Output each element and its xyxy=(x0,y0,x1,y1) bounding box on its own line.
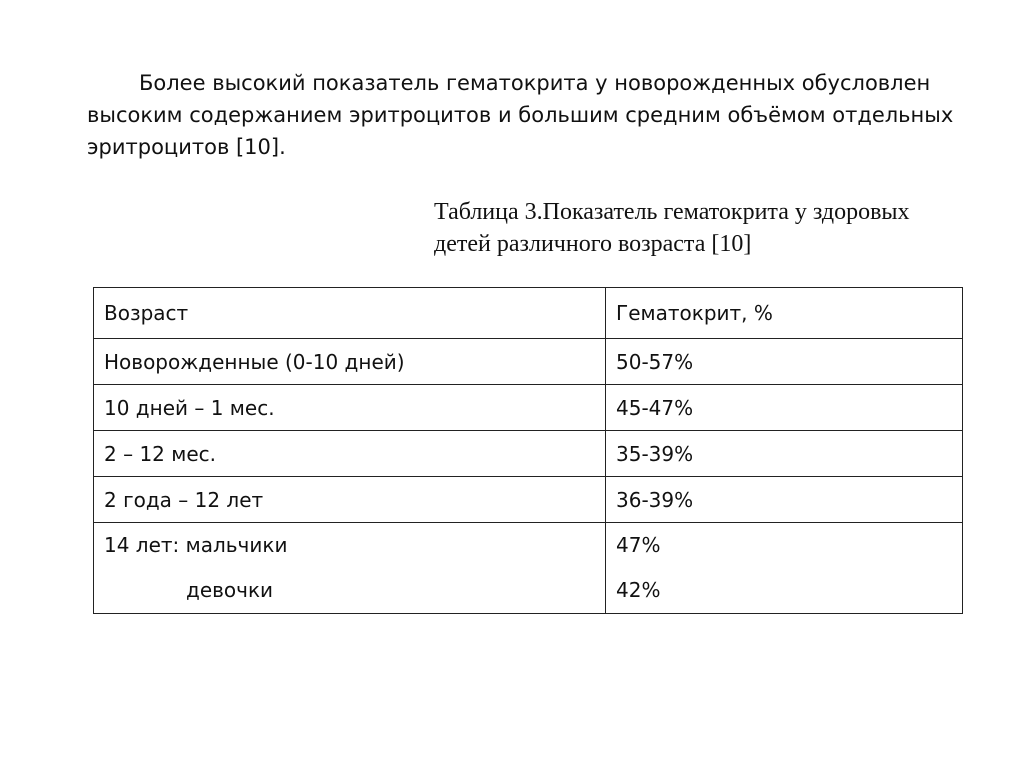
table-row xyxy=(94,431,963,477)
paragraph-line: Более высокий показатель гематокрита у новорожденных обусловлен xyxy=(139,71,931,95)
intro-paragraph xyxy=(87,67,967,163)
cell-age: Новорожденные (0-10 дней) xyxy=(94,339,606,385)
table-caption xyxy=(434,196,974,260)
cell-age: 10 дней – 1 мес. xyxy=(94,385,606,431)
caption-line: детей различного возраста [10] xyxy=(434,231,752,257)
cell-hematocrit xyxy=(606,523,963,614)
paragraph-line: эритроцитов [10]. xyxy=(87,135,286,159)
value-girls: 42% xyxy=(616,578,661,602)
cell-age xyxy=(94,523,606,614)
paragraph-line: высоким содержанием эритроцитов и большим средним объёмом отдельных xyxy=(87,103,954,127)
header-hematocrit: Гематокрит, % xyxy=(606,288,963,339)
cell-hematocrit: 50-57% xyxy=(606,339,963,385)
hematocrit-table xyxy=(93,287,963,614)
caption-line: Таблица 3.Показатель гематокрита у здоровых xyxy=(434,199,910,225)
table-row xyxy=(94,523,963,614)
value-boys: 47% xyxy=(616,533,661,557)
table-header-row xyxy=(94,288,963,339)
age-boys: 14 лет: мальчики xyxy=(104,533,288,557)
cell-hematocrit: 45-47% xyxy=(606,385,963,431)
cell-hematocrit: 35-39% xyxy=(606,431,963,477)
table-row xyxy=(94,477,963,523)
cell-hematocrit: 36-39% xyxy=(606,477,963,523)
age-girls: девочки xyxy=(186,578,274,602)
table-row xyxy=(94,385,963,431)
header-age: Возраст xyxy=(94,288,606,339)
table-row xyxy=(94,339,963,385)
cell-age: 2 года – 12 лет xyxy=(94,477,606,523)
cell-age: 2 – 12 мес. xyxy=(94,431,606,477)
